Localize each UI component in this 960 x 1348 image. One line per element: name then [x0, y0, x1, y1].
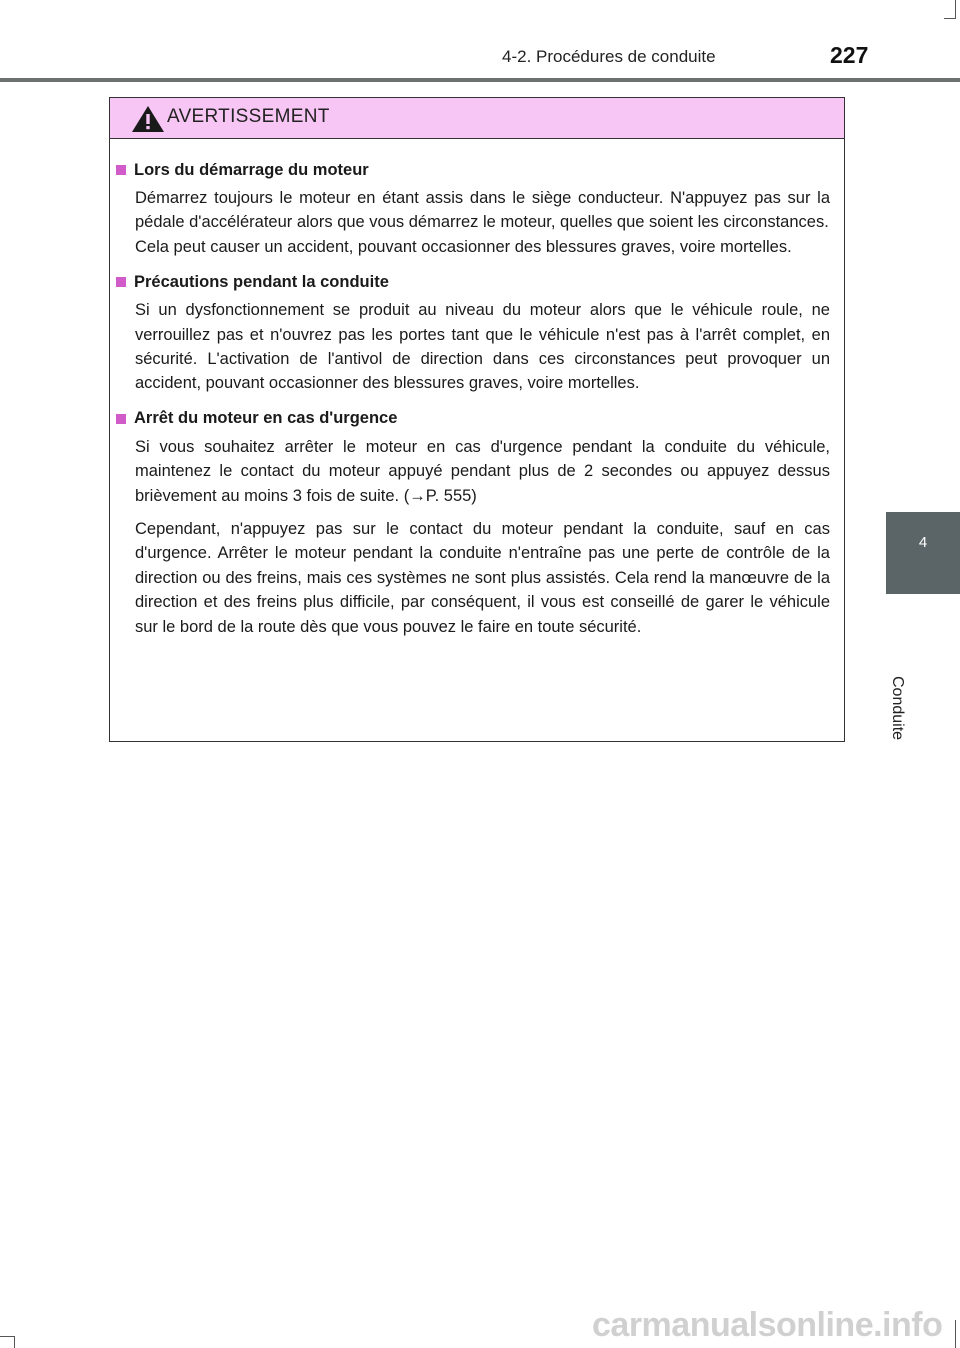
svg-text:carmanualsonline.info: carmanualsonline.info	[592, 1306, 943, 1344]
section-gap	[116, 396, 830, 402]
crop-mark	[14, 1336, 15, 1348]
warning-section-heading	[116, 406, 830, 432]
section-heading-text: Arrêt du moteur en cas d'urgence	[134, 409, 398, 428]
chapter-number: 4	[918, 534, 928, 551]
section-gap	[116, 259, 830, 265]
square-bullet-icon	[116, 277, 126, 287]
page-number: 227	[830, 42, 869, 68]
crop-mark	[955, 1320, 956, 1348]
watermark-logo	[592, 1300, 944, 1346]
header-section-title: 4-2. Procédures de conduite	[502, 47, 716, 66]
warning-paragraph: Cependant, n'appuyez pas sur le contact du moteur pendant la conduite, sauf en cas d'urgence. Arrêter le moteur pendant la conduite n'entraîne pas une perte de contrôle de la direction ou des freins, mais ces systèmes ne sont plus assistés. Cela rend la manœuvre de la direction et des freins plus difficile, par conséquent, il vous est conseillé de garer le véhicule sur le bord de la route dès que vous pouvez le faire en toute sécurité.	[135, 520, 830, 636]
section-heading-text: Précautions pendant la conduite	[134, 272, 389, 291]
header-rule	[0, 78, 960, 82]
warning-header	[110, 98, 844, 139]
section-heading-text: Lors du démarrage du moteur	[134, 160, 369, 179]
section-gap	[116, 639, 830, 645]
warning-paragraph: Si vous souhaitez arrêter le moteur en cas d'urgence pendant la conduite du véhicule, maintenez le contact du moteur appuyé pendant plus de 2 secondes ou appuyez dessus brièvement au moins 3 fois de suite. (→P. 555)	[135, 437, 830, 505]
warning-box	[109, 97, 845, 742]
chapter-tab[interactable]	[886, 512, 960, 594]
warning-body	[110, 139, 844, 645]
crop-mark	[0, 1336, 14, 1337]
warning-paragraph: Si un dysfonctionnement se produit au niveau du moteur alors que le véhicule roule, ne verrouillez pas et n'ouvrez pas les portes tant que le véhicule n'est pas à l'arrêt complet, en sécurité. L'activation de l'antivol de direction dans ces circonstances peut provoquer un accident, pouvant occasionner des blessures graves, voire mortelles.	[135, 301, 830, 393]
square-bullet-icon	[116, 165, 126, 175]
warning-paragraph: Démarrez toujours le moteur en étant assis dans le siège conducteur. N'appuyez pas sur la pédale d'accélérateur alors que vous démarrez le moteur, quelles que soient les circonstances. Cela peut causer un accident, pouvant occasionner des blessures graves, voire mortelles.	[135, 189, 830, 256]
warning-triangle-icon	[131, 105, 165, 133]
warning-section-heading	[116, 269, 830, 295]
warning-section-heading	[116, 157, 830, 183]
warning-title: AVERTISSEMENT	[167, 106, 330, 127]
crop-mark	[944, 18, 956, 19]
square-bullet-icon	[116, 414, 126, 424]
crop-mark	[955, 0, 956, 18]
chapter-label: Conduite	[889, 676, 906, 741]
